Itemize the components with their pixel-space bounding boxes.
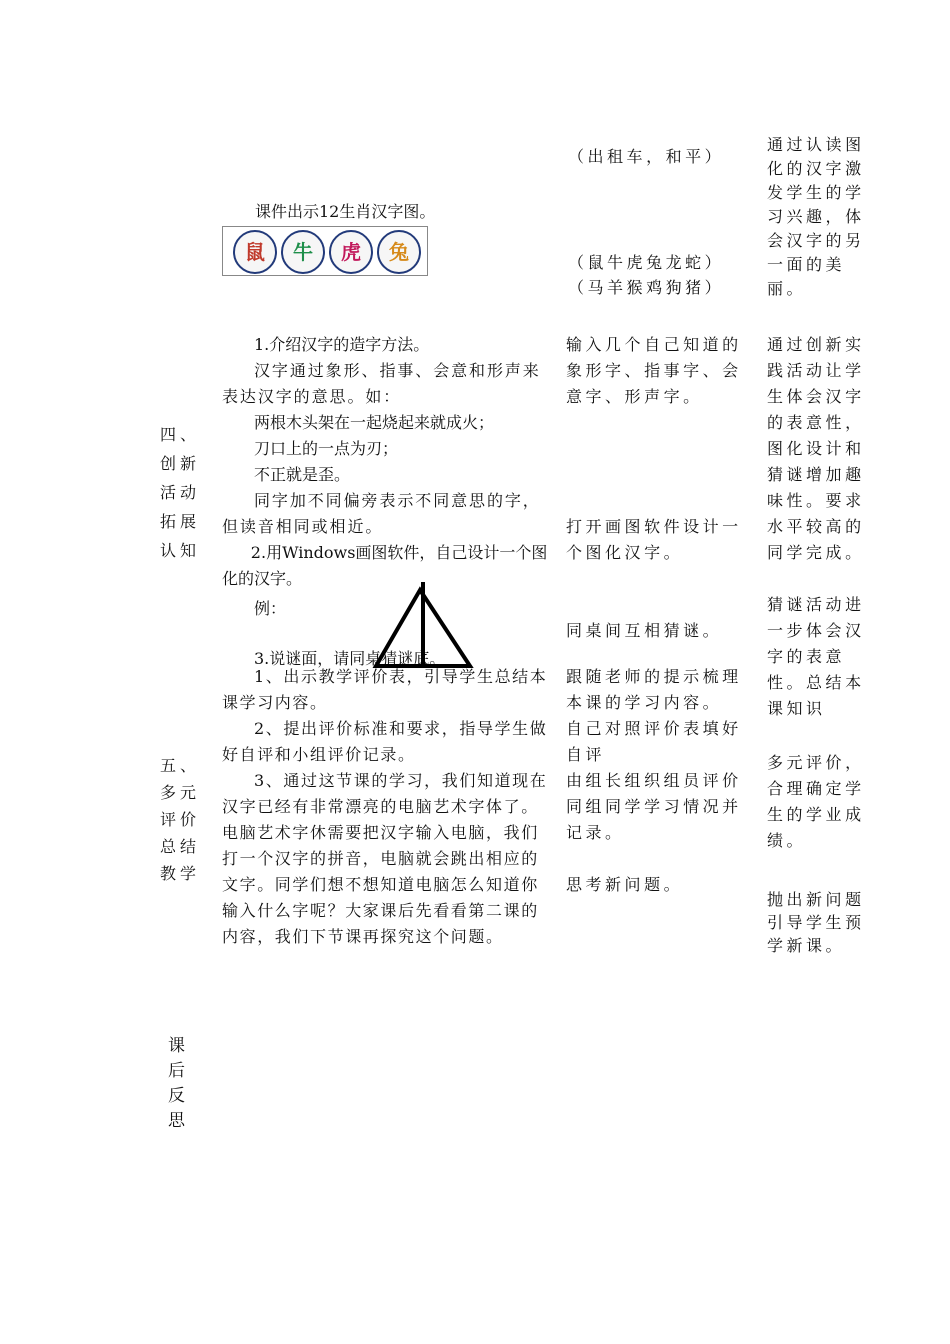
section4-label-line: 活动 [160, 483, 201, 502]
section4-label-line: 认知 [160, 541, 201, 560]
item1-example-2: 刀口上的一点为刃； [254, 439, 399, 458]
item1-text: 汉字通过象形、指事、会意和形声来表达汉字的意思。如： [222, 361, 541, 406]
section5-intent [767, 750, 883, 957]
section5-label-line: 评价 [160, 810, 201, 829]
section5-label-line: 多元 [160, 783, 201, 802]
section4-label-line: 创新 [160, 454, 201, 473]
zodiac-image-1 [233, 230, 277, 274]
teacher-t1: 1、出示教学评价表，引导学生总结本课学习内容。 [222, 667, 548, 712]
item1-title: 1.介绍汉字的造字方法。 [254, 335, 430, 354]
courseware-line: 课件出示12生肖汉字图。 [255, 202, 436, 221]
zodiac-image-strip [222, 226, 428, 276]
teacher-t3: 3、通过这节课的学习，我们知道现在汉字已经有非常漂亮的电脑艺术字体了。电脑艺术字休需要把汉字输入电脑，我们打一个汉字的拼音，电脑就会跳出相应的文字。同学们想不想知道电脑怎么知道你输入什么字呢？大家课后先看看第二课的内容，我们下节课再探究这个问题。 [222, 771, 548, 946]
zodiac-glyph: 牛 [293, 240, 313, 264]
teacher-t2: 2、提出评价标准和要求，指导学生做好自评和小组评价记录。 [222, 719, 548, 764]
section4-label-line: 拓展 [160, 512, 201, 531]
section5-label-line: 五、 [160, 756, 201, 775]
zodiac-image-4 [377, 230, 421, 274]
section5-student-activity [566, 664, 752, 898]
zodiac-intent [767, 133, 883, 301]
item1-example-3: 不正就是歪。 [254, 465, 351, 484]
intent-i2: 猜谜活动进一步体会汉字的表意性。总结本课知识 [767, 595, 865, 718]
section5-label-line: 教学 [160, 864, 201, 883]
section4-label [160, 420, 204, 565]
item2: 2.用Windows画图软件，自己设计一个图化的汉字。 [222, 543, 548, 588]
reflection-label-line: 后 [168, 1061, 190, 1081]
section5-teacher-activity [222, 664, 550, 950]
reflection-label-line: 课 [168, 1036, 190, 1056]
section5-label-line: 总结 [160, 837, 201, 856]
intent-i2: 抛出新问题引导学生预学新课。 [767, 890, 865, 955]
reflection-label-line: 反 [168, 1086, 190, 1106]
intent-i1: 通过创新实践活动让学生体会汉字的表意性，图化设计和猜谜增加趣味性。要求水平较高的同学完成。 [767, 335, 865, 562]
item1-text-2: 同字加不同偏旁表示不同意思的字，但读音相同或相近。 [222, 491, 541, 536]
zodiac-glyph: 兔 [389, 240, 409, 264]
zodiac-image-2 [281, 230, 325, 274]
reflection-label-line: 思 [168, 1111, 190, 1131]
student-s4: 思考新问题。 [566, 875, 684, 894]
reflection-label [168, 1034, 212, 1134]
item3: 3.说谜面，请同桌猜谜底。 [254, 649, 446, 668]
example-answers: （出租车，和平） [568, 147, 725, 166]
student-s2: 自己对照评价表填好自评 [566, 719, 742, 764]
zodiac-answers-line1: （鼠牛虎兔龙蛇） [568, 253, 725, 272]
item1-example-1: 两根木头架在一起烧起来就成火； [254, 413, 495, 432]
section5-label [160, 752, 204, 887]
section4-intent [767, 332, 883, 722]
section4-student-activity [566, 332, 752, 644]
student-s2: 打开画图软件设计一个图化汉字。 [566, 517, 742, 562]
student-s3: 由组长组织组员评价同组同学学习情况并记录。 [566, 771, 742, 842]
intent-text: 通过认读图化的汉字激发学生的学习兴趣，体会汉字的另一面的美丽。 [767, 135, 865, 298]
section4-label-line: 四、 [160, 425, 201, 444]
zodiac-image-3 [329, 230, 373, 274]
zodiac-glyph: 虎 [341, 240, 361, 264]
student-s3: 同桌间互相猜谜。 [566, 621, 723, 640]
student-s1: 跟随老师的提示梳理本课的学习内容。 [566, 667, 742, 712]
intent-i1: 多元评价，合理确定学生的学业成绩。 [767, 753, 865, 850]
example-label: 例： [254, 599, 287, 618]
zodiac-glyph: 鼠 [245, 240, 265, 264]
triangle-character-drawing [372, 580, 476, 670]
zodiac-answers-line2: （马羊猴鸡狗猪） [568, 278, 725, 297]
student-s1: 输入几个自己知道的象形字、指事字、会意字、形声字。 [566, 335, 742, 406]
